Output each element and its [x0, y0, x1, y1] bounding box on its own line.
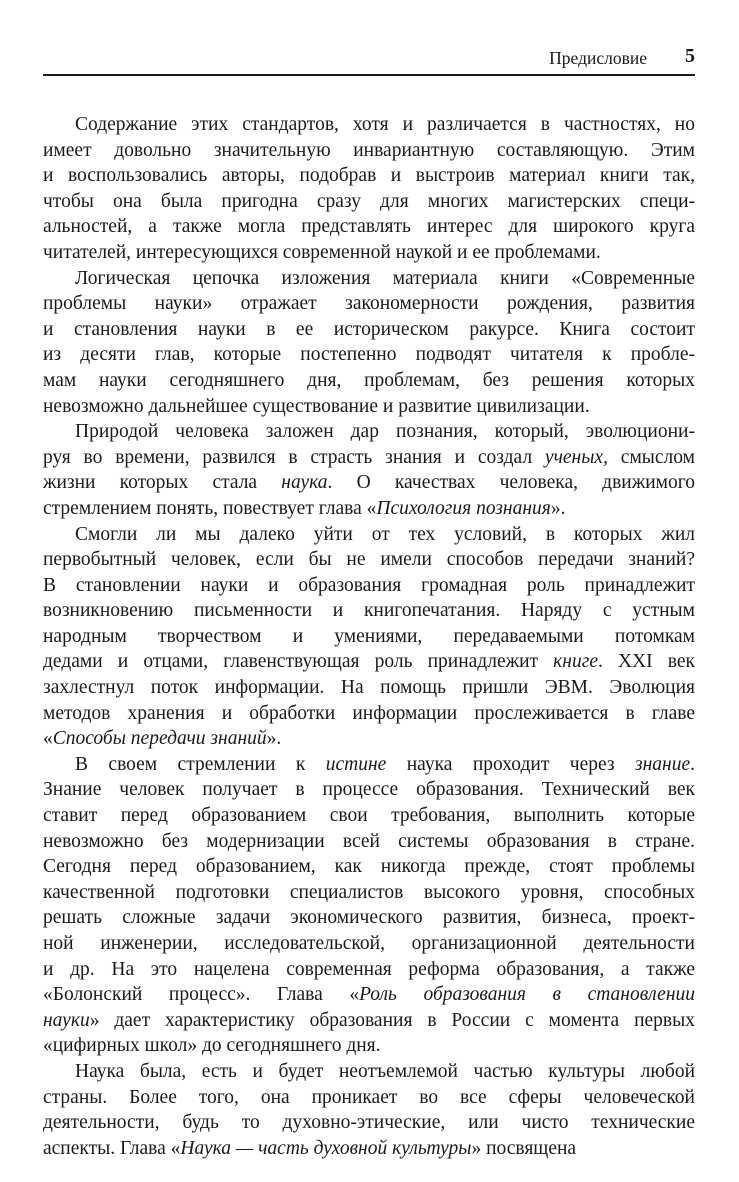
text-line	[43, 982, 695, 1008]
text-run: .	[690, 753, 695, 775]
text-line	[43, 163, 695, 189]
paragraph	[43, 266, 695, 420]
italic-term: ученых	[544, 446, 604, 468]
text-run: чтобы она была пригодна сразу для многих магистерских специ-	[43, 190, 695, 212]
text-run: качественной подготовки специалистов высокого уровня, способных	[43, 881, 695, 903]
paragraph	[43, 522, 695, 752]
text-line	[43, 701, 695, 727]
paragraph	[43, 1059, 695, 1161]
text-run: читателей, интересующихся современной наукой и ее проблемами.	[43, 241, 601, 263]
text-run: Логическая цепочка изложения материала книги «Современные	[75, 267, 695, 289]
text-run: первобытный человек, если бы не имели способов передачи знаний?	[43, 549, 695, 571]
text-line	[43, 624, 695, 650]
text-line	[43, 752, 695, 778]
text-run: «цифирных школ» до сегодняшнего дня.	[43, 1035, 381, 1057]
text-line	[43, 368, 695, 394]
body-text	[43, 112, 695, 1161]
text-run: возникновению письменности и книгопечатания. Наряду с устным	[43, 600, 695, 622]
text-run: жизни которых стала	[43, 472, 282, 494]
text-run: стремлением понять, повествует глава «	[43, 497, 377, 519]
text-run: из десяти глав, которые постепенно подводят читателя к пробле-	[43, 344, 695, 366]
text-run: . О качествах человека, движимого	[327, 472, 696, 494]
text-line	[43, 419, 695, 445]
text-line	[43, 547, 695, 573]
text-run: страны. Более того, она проникает во все сферы человеческой	[43, 1086, 695, 1108]
italic-term: книге	[553, 651, 598, 673]
italic-term: Психология познания	[376, 497, 551, 519]
text-line	[43, 1136, 695, 1162]
text-run: имеет довольно значительную инвариантную составляющую. Этим	[43, 139, 695, 161]
text-run: ».	[550, 497, 566, 519]
text-run: народным творчеством и умениями, передаваемыми потомкам	[43, 625, 695, 647]
text-line	[43, 957, 695, 983]
text-run: мам науки сегодняшнего дня, проблемам, без решения которых	[43, 369, 695, 391]
text-line	[43, 598, 695, 624]
text-run: ной инженерии, исследовательской, организационной деятельности	[43, 933, 695, 954]
text-line	[43, 496, 695, 522]
text-run: наука проходит через	[386, 753, 635, 775]
text-line	[43, 829, 695, 855]
text-line	[43, 905, 695, 931]
text-line	[43, 726, 695, 752]
text-line	[43, 1059, 695, 1085]
text-run: методов хранения и обработки информации прослеживается в главе	[43, 702, 695, 724]
text-run: Содержание этих стандартов, хотя и различается в частностях, но	[75, 114, 695, 135]
paragraph	[43, 112, 695, 266]
text-line	[43, 675, 695, 701]
text-run: В становлении науки и образования громадная роль принадлежит	[43, 574, 695, 596]
paragraph	[43, 752, 695, 1059]
text-run: дедами и отцами, главенствующая роль принадлежит	[43, 651, 554, 673]
text-run: » посвящена	[471, 1137, 577, 1159]
text-line	[43, 777, 695, 803]
text-run: Наука была, есть и будет неотъемлемой частью культуры любой	[75, 1060, 695, 1082]
text-run: аспекты. Глава «	[43, 1137, 181, 1159]
text-line	[43, 1008, 695, 1034]
text-run: В своем стремлении к	[75, 753, 326, 775]
text-line	[43, 1033, 695, 1059]
text-line	[43, 317, 695, 343]
running-header	[43, 44, 695, 76]
text-run: Природой человека заложен дар познания, который, эволюциони-	[75, 421, 695, 443]
italic-term: Роль образования в становлении	[359, 984, 696, 1006]
text-run: невозможно дальнейшее существование и развитие цивилизации.	[43, 395, 590, 417]
text-line	[43, 931, 695, 957]
text-run: ставит перед образованием свои требования, выполнить которые	[43, 805, 695, 827]
text-run: , смыслом	[603, 446, 695, 468]
text-run: деятельности, будь то духовно-этические, или чисто технические	[43, 1112, 695, 1134]
text-line	[43, 470, 695, 496]
text-line	[43, 342, 695, 368]
text-run: невозможно без модернизации всей системы образования в стране.	[43, 830, 695, 852]
text-run: . XXI век	[597, 651, 695, 673]
italic-term: наука	[281, 472, 328, 494]
text-line	[43, 803, 695, 829]
text-run: » дает характеристику образования в России с момента первых	[89, 1009, 695, 1031]
text-run: «Болонский процесс». Глава «	[43, 984, 360, 1006]
text-line	[43, 854, 695, 880]
text-run: руя во времени, развился в страсть знания и создал	[43, 446, 545, 468]
text-line	[43, 1110, 695, 1136]
text-line	[43, 266, 695, 292]
text-run: альностей, а также могла представлять интерес для широкого круга	[43, 216, 695, 238]
italic-term: Способы передачи знаний	[52, 728, 267, 750]
text-run: проблемы науки» отражает закономерности рождения, развития	[43, 293, 695, 315]
text-line	[43, 573, 695, 599]
section-title: Предисловие	[549, 48, 647, 68]
italic-term: знание	[635, 753, 691, 775]
text-line	[43, 112, 695, 138]
text-line	[43, 291, 695, 317]
text-run: и воспользовались авторы, подобрав и выстроив материал книги так,	[43, 165, 695, 187]
text-line	[43, 649, 695, 675]
italic-term: науки	[43, 1009, 90, 1031]
text-run: Знание человек получает в процессе образования. Технический век	[43, 779, 695, 801]
text-run: ».	[266, 728, 282, 750]
text-line	[43, 240, 695, 266]
text-run: Смогли ли мы далеко уйти от тех условий, в которых жил	[75, 523, 695, 545]
italic-term: Наука — часть духовной культуры	[180, 1137, 472, 1159]
text-line	[43, 138, 695, 164]
text-run: и становления науки в ее историческом ракурсе. Книга состоит	[43, 318, 695, 340]
paragraph	[43, 419, 695, 521]
text-run: и др. На это нацелена современная реформа образования, а также	[43, 958, 695, 980]
text-run: Сегодня перед образованием, как никогда прежде, стоят проблемы	[43, 856, 695, 878]
text-run: «	[43, 728, 53, 750]
text-line	[43, 1085, 695, 1111]
text-run: захлестнул поток информации. На помощь пришли ЭВМ. Эволюция	[43, 677, 695, 699]
text-line	[43, 880, 695, 906]
text-line	[43, 189, 695, 215]
text-line	[43, 522, 695, 548]
text-run: решать сложные задачи экономического развития, бизнеса, проект-	[43, 907, 695, 929]
page-number: 5	[685, 45, 695, 67]
italic-term: истине	[325, 753, 387, 775]
text-line	[43, 445, 695, 471]
text-line	[43, 394, 695, 420]
text-line	[43, 214, 695, 240]
